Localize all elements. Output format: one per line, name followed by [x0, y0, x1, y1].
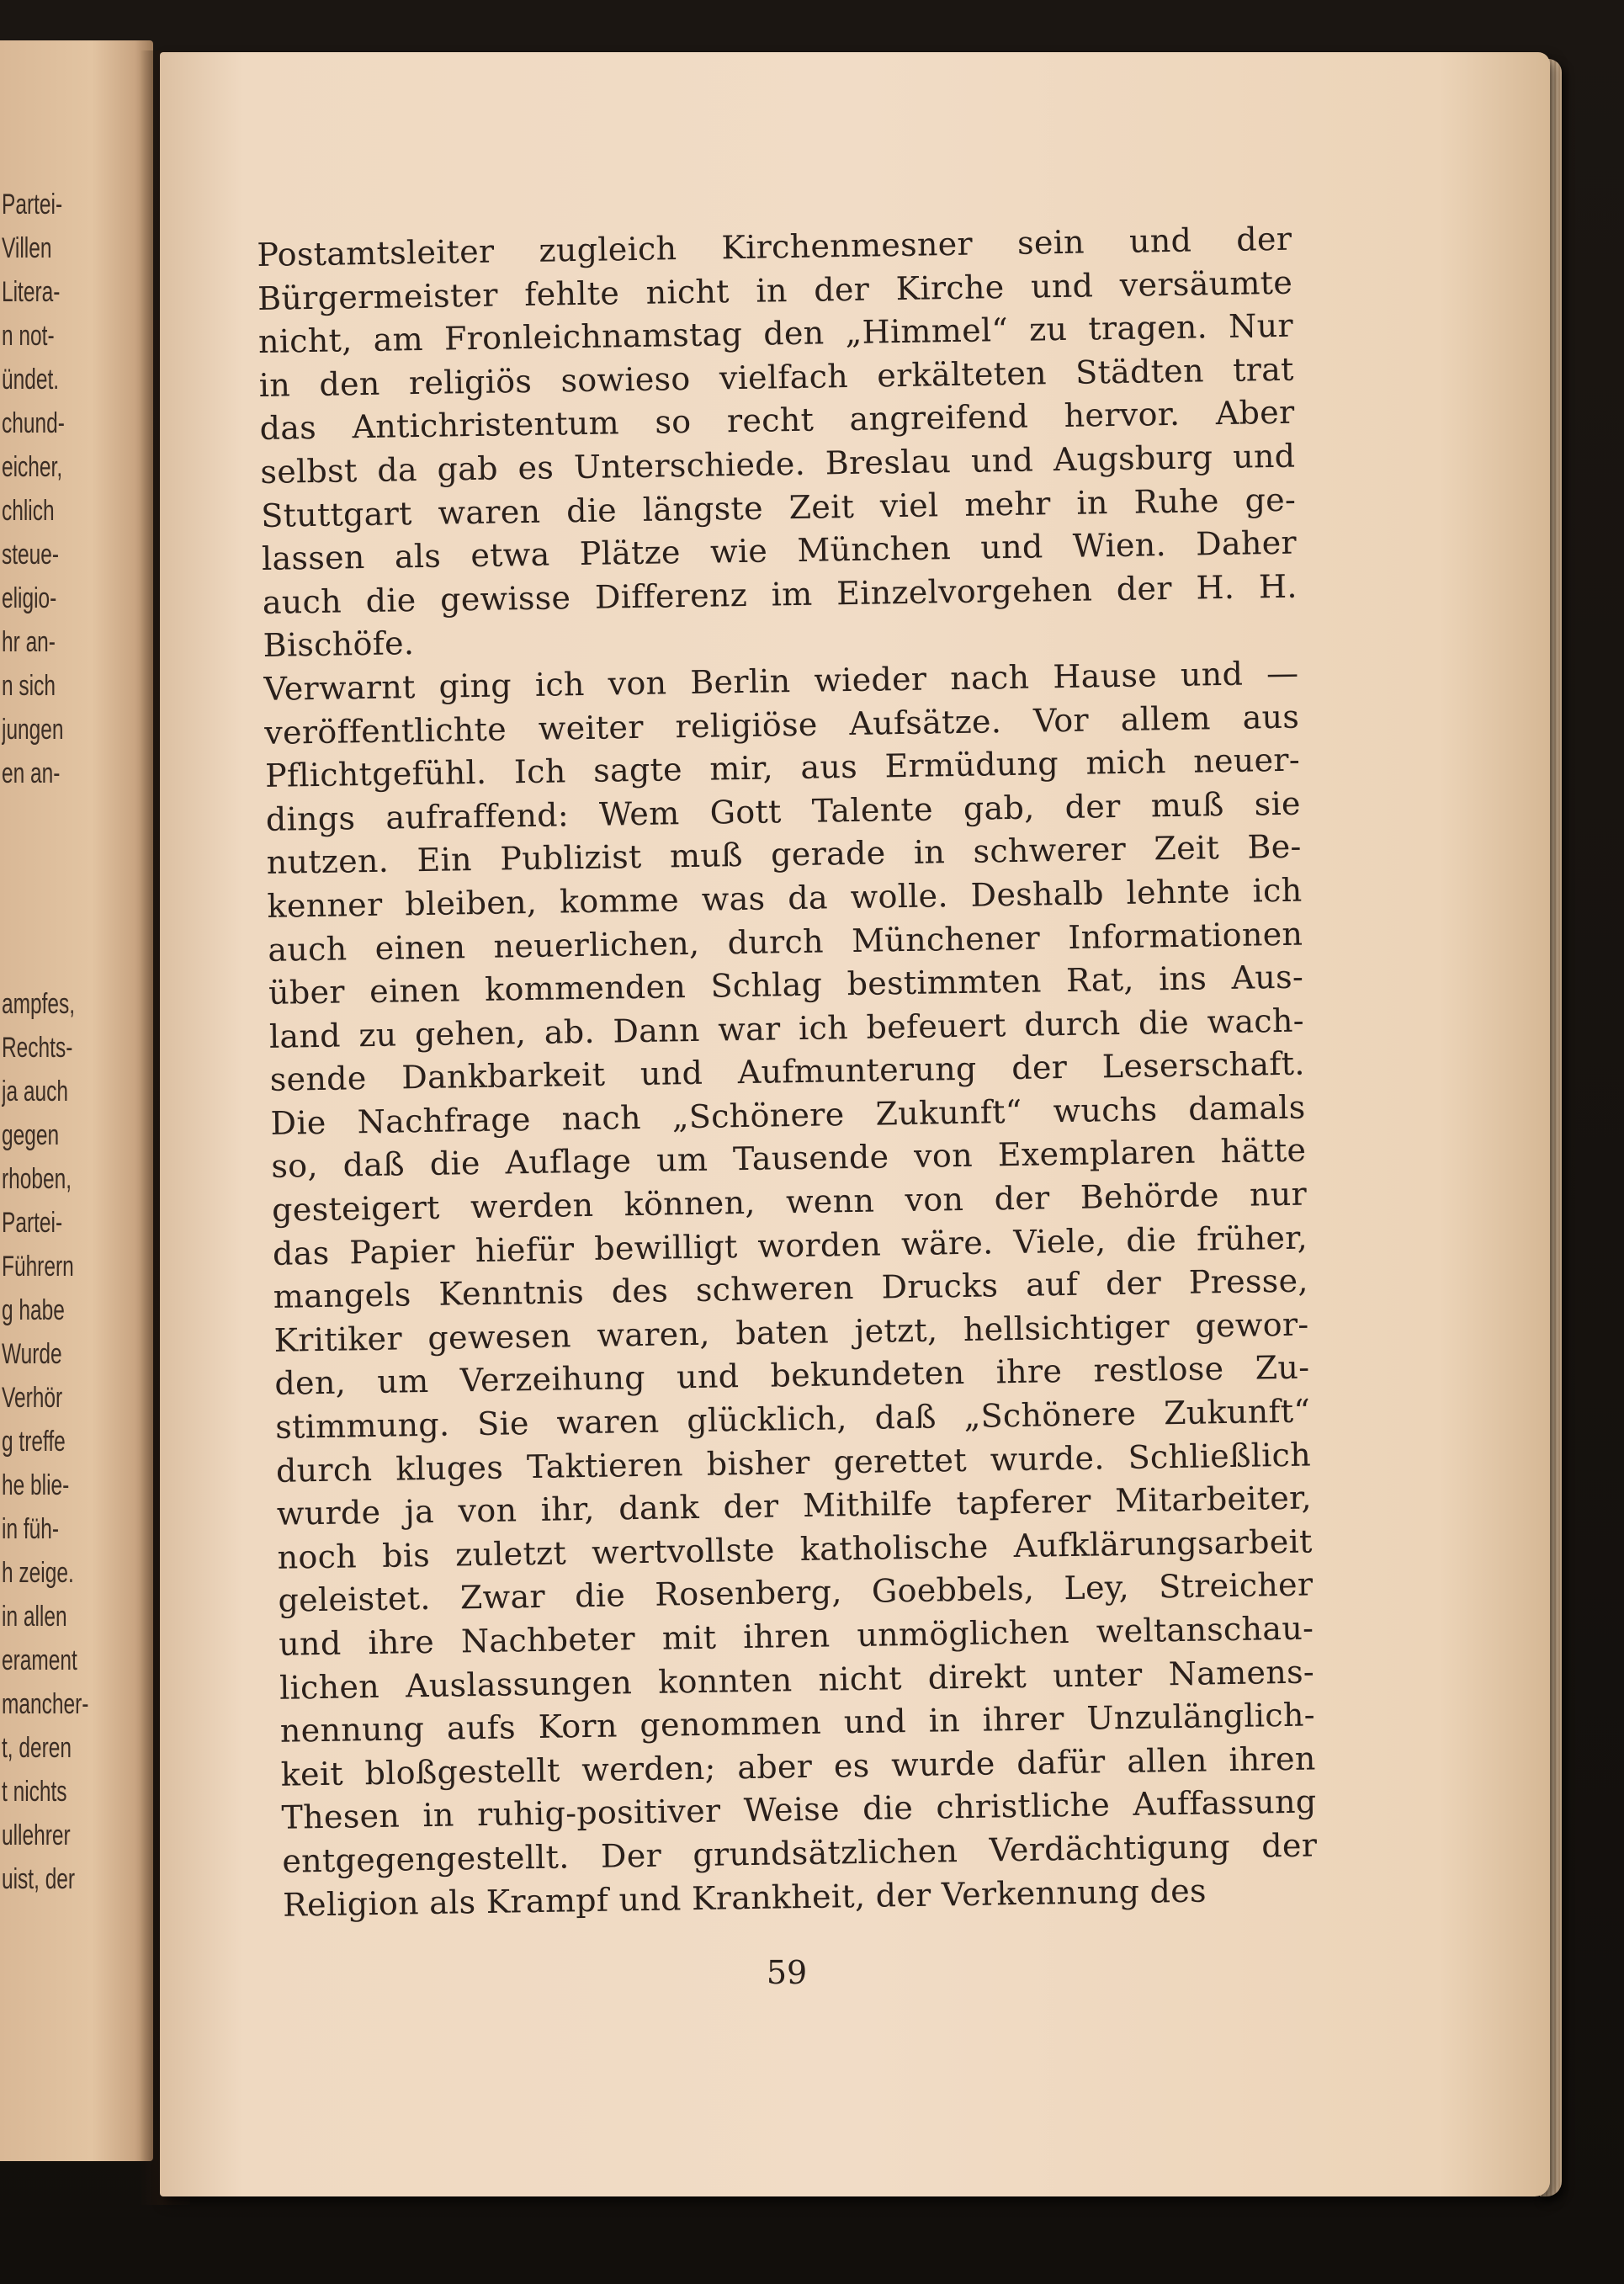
text-line: Postamtsleiter zugleich Kirchenmesner sein und der	[257, 220, 1292, 274]
text-line: kenner bleiben, komme was da wolle. Deshalb lehnte ich	[267, 871, 1303, 925]
left-page-line: Partei-	[2, 189, 63, 220]
text-line: stimmung. Sie waren glücklich, daß „Schönere Zukunft“	[274, 1392, 1311, 1446]
text-line: über einen kommenden Schlag bestimmten Rat, ins Aus-	[268, 958, 1304, 1012]
text-line: Pflichtgefühl. Ich sagte mir, aus Ermüdung mich neuer-	[264, 741, 1301, 795]
left-page-line: n not-	[2, 320, 55, 352]
left-page-line: chund-	[2, 407, 65, 439]
text-line: entgegengestellt. Der grundsätzlichen Verdächtigung der	[282, 1826, 1318, 1880]
text-line: Verwarnt ging ich von Berlin wieder nach Hause und —	[263, 654, 1299, 708]
left-page-line: ullehrer	[2, 1819, 71, 1851]
text-line: mangels Kenntnis des schweren Drucks auf der Presse,	[273, 1262, 1309, 1316]
left-page-line: Führern	[2, 1251, 74, 1283]
text-line: nutzen. Ein Publizist muß gerade in schwerer Zeit Be-	[266, 827, 1302, 882]
text-line: und ihre Nachbeter mit ihren unmöglichen weltanschau-	[278, 1609, 1314, 1663]
left-page-line: jungen	[2, 714, 64, 746]
page-number: 59	[766, 1954, 808, 1991]
left-page-line: g treffe	[2, 1426, 66, 1458]
text-line: durch kluges Taktieren bisher gerettet wurde. Schließlich	[275, 1436, 1312, 1490]
left-page-line: ja auch	[2, 1076, 68, 1107]
text-line: das Antichristentum so recht angreifend hervor. Aber	[259, 394, 1295, 448]
text-line: Kritiker gewesen waren, baten jetzt, hellsichtiger gewor-	[273, 1305, 1309, 1359]
left-page-line: Litera-	[2, 276, 61, 308]
text-line: dings aufraffend: Wem Gott Talente gab, der muß sie	[265, 784, 1302, 838]
text-line: auch die gewisse Differenz im Einzelvorgehen der H. H.	[262, 567, 1298, 621]
text-line: noch bis zuletzt wertvollste katholische Aufklärungsarbeit	[277, 1522, 1313, 1576]
left-page-line: gegen	[2, 1119, 60, 1151]
text-line: gesteigert werden können, wenn von der Behörde nur	[271, 1175, 1308, 1229]
text-line: keit bloßgestellt werden; aber es wurde dafür allen ihren	[280, 1740, 1316, 1793]
text-line: lichen Auslassungen konnten nicht direkt unter Namens-	[279, 1653, 1315, 1707]
text-line: sende Dankbarkeit und Aufmunterung der Leserschaft.	[269, 1044, 1305, 1099]
left-page-line: ündet.	[2, 364, 60, 396]
left-page-line: erament	[2, 1644, 77, 1676]
text-line: selbst da gab es Unterschiede. Breslau und Augsburg und	[260, 437, 1296, 491]
text-line: veröffentlichte weiter religiöse Aufsätze. Vor allem aus	[263, 698, 1300, 752]
left-page-line: en an-	[2, 757, 61, 789]
left-page-line: chlich	[2, 495, 55, 527]
left-page-line: eligio-	[2, 582, 57, 614]
left-page-line: t nichts	[2, 1776, 67, 1808]
left-page-line: Partei-	[2, 1207, 63, 1239]
left-page-line: h zeige.	[2, 1557, 74, 1589]
text-line: Die Nachfrage nach „Schönere Zukunft“ wuchs damals	[270, 1088, 1306, 1142]
left-page-line: eicher,	[2, 451, 63, 483]
text-line: lassen als etwa Plätze wie München und Wien. Daher	[261, 523, 1298, 578]
left-page-line: uist, der	[2, 1863, 76, 1895]
left-page-line: n sich	[2, 670, 56, 702]
left-page-line: mancher-	[2, 1688, 89, 1720]
left-page-line: Wurde	[2, 1338, 62, 1370]
text-line: Bürgermeister fehlte nicht in der Kirche und versäumte	[257, 263, 1293, 317]
left-page-line: Verhör	[2, 1382, 63, 1414]
text-line: Stuttgart waren die längste Zeit viel mehr in Ruhe ge-	[260, 481, 1297, 534]
left-page-line: t, deren	[2, 1732, 72, 1764]
left-page-line: steue-	[2, 539, 60, 571]
text-line: so, daß die Auflage um Tausende von Exemplaren hätte	[271, 1132, 1307, 1186]
text-line: geleistet. Zwar die Rosenberg, Goebbels, Ley, Streicher	[278, 1565, 1314, 1620]
text-line: Religion als Krampf und Krankheit, der Verkennung des	[282, 1872, 1207, 1924]
page-body-text	[257, 218, 1318, 1927]
left-page-line: g habe	[2, 1294, 65, 1326]
left-page-line: Villen	[2, 232, 52, 264]
text-line: Thesen in ruhig-positiver Weise die christliche Auffassung	[281, 1782, 1317, 1837]
text-line: nicht, am Fronleichnamstag den „Himmel“ zu tragen. Nur	[257, 306, 1294, 361]
left-page-line: in füh-	[2, 1513, 60, 1545]
left-page-line: ampfes,	[2, 988, 76, 1020]
text-line: wurde ja von ihr, dank der Mithilfe tapferer Mitarbeiter,	[276, 1479, 1313, 1533]
left-page-line: hr an-	[2, 626, 56, 658]
text-line: das Papier hiefür bewilligt worden wäre. Viele, die früher,	[272, 1219, 1308, 1272]
left-page-line: in allen	[2, 1601, 67, 1633]
text-line: den, um Verzeihung und bekundeten ihre restlose Zu-	[274, 1348, 1310, 1403]
left-page-line: Rechts-	[2, 1032, 73, 1064]
left-facing-page	[0, 40, 153, 2161]
left-page-line: rhoben,	[2, 1163, 72, 1195]
text-line: auch einen neuerlichen, durch Münchener Informationen	[268, 915, 1303, 969]
text-line: Bischöfe.	[263, 624, 415, 665]
text-line: in den religiös sowieso vielfach erkälteten Städten trat	[258, 350, 1295, 404]
text-line: nennung aufs Korn genommen und in ihrer Unzulänglich-	[279, 1696, 1316, 1750]
text-line: land zu gehen, ab. Dann war ich befeuert durch die wach-	[268, 1001, 1305, 1055]
left-page-line: he blie-	[2, 1469, 70, 1501]
